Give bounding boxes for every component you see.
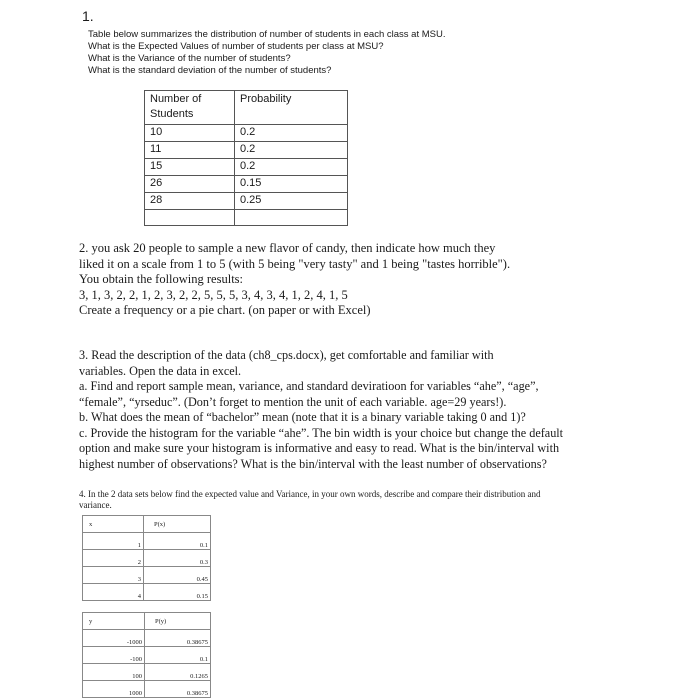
q3-part-a-line: “female”, “yrseduc”. (Don’t forget to mention the unit of each variable. age=29 years!).	[79, 394, 507, 409]
q2-results-line: 3, 1, 3, 2, 2, 1, 2, 3, 2, 2, 5, 5, 5, 3, 4, 3, 4, 1, 2, 4, 1, 5	[79, 287, 348, 302]
table-row	[83, 681, 211, 698]
students-cell: 15	[145, 159, 235, 176]
header-py: P(y)	[145, 613, 211, 630]
q3-part-a-line: a. Find and report sample mean, variance, and standard deviratioon for variables “ahe”, “age”,	[79, 379, 539, 393]
q3-part-c-line: highest number of observations? What is the bin/interval with the least number of observations?	[79, 456, 547, 471]
students-cell: 11	[145, 142, 235, 159]
students-cell: 10	[145, 125, 235, 142]
students-cell: 28	[145, 193, 235, 210]
table-row	[83, 533, 211, 550]
question-3	[79, 348, 563, 472]
px-value-cell: 0.3	[144, 550, 211, 567]
table-row	[83, 550, 211, 567]
y-value-cell: 100	[83, 664, 145, 681]
q1-variance-question: What is the Variance of the number of students?	[88, 53, 291, 64]
probability-cell: 0.25	[235, 193, 348, 210]
table-row	[145, 159, 348, 176]
probability-cell: 0.2	[235, 142, 348, 159]
x-value-cell: 2	[83, 550, 144, 567]
table-row	[83, 584, 211, 601]
py-value-cell: 0.1265	[145, 664, 211, 681]
students-distribution-table	[144, 90, 348, 226]
y-distribution-table	[82, 612, 211, 698]
q3-line: variables. Open the data in excel.	[79, 363, 242, 378]
probability-cell: 0.15	[235, 176, 348, 193]
q1-std-dev-question: What is the standard deviation of the number of students?	[88, 65, 332, 76]
py-value-cell: 0.38675	[145, 630, 211, 647]
table-row	[83, 647, 211, 664]
q1-intro-text: Table below summarizes the distribution of number of students in each class at MSU.	[88, 29, 446, 40]
q3-part-c-line: c. Provide the histogram for the variable “ahe”. The bin width is your choice but change the default	[79, 425, 564, 440]
header-y: y	[83, 613, 145, 630]
y-value-cell: -1000	[83, 630, 145, 647]
empty-cell	[235, 210, 348, 226]
q2-line: Create a frequency or a pie chart. (on paper or with Excel)	[79, 303, 371, 317]
q2-line: 2. you ask 20 people to sample a new flavor of candy, then indicate how much they	[79, 241, 496, 255]
question-2	[79, 241, 510, 319]
header-px: P(x)	[144, 516, 211, 533]
q3-part-b-line: b. What does the mean of “bachelor” mean (note that it is a binary variable taking 0 and 1)?	[79, 410, 526, 424]
q3-part-c-line: option and make sure your histogram is informative and easy to read. What is the bin/interval with	[79, 441, 560, 455]
header-probability: Probability	[235, 91, 348, 125]
table-header-row	[145, 91, 348, 125]
table-row	[83, 630, 211, 647]
header-x: x	[83, 516, 144, 533]
table-row	[145, 193, 348, 210]
py-value-cell: 0.38675	[145, 681, 211, 698]
q2-line: liked it on a scale from 1 to 5 (with 5 being "very tasty" and 1 being "tastes horrible").	[79, 256, 511, 271]
table-row	[83, 664, 211, 681]
table-header-row	[83, 516, 211, 533]
table-row	[145, 142, 348, 159]
table-row	[145, 125, 348, 142]
x-distribution-table	[82, 515, 211, 601]
students-cell: 26	[145, 176, 235, 193]
header-number-of-students: Number of Students	[145, 91, 235, 125]
q2-line: You obtain the following results:	[79, 272, 244, 286]
probability-cell: 0.2	[235, 125, 348, 142]
q4-line: variance.	[79, 500, 112, 510]
x-value-cell: 1	[83, 533, 144, 550]
q4-line: 4. In the 2 data sets below find the expected value and Variance, in your own words, describe and compare their distribution and	[79, 489, 541, 499]
probability-cell: 0.2	[235, 159, 348, 176]
question-4	[79, 489, 540, 511]
py-value-cell: 0.1	[145, 647, 211, 664]
x-value-cell: 3	[83, 567, 144, 584]
q1-expected-value-question: What is the Expected Values of number of students per class at MSU?	[88, 41, 384, 52]
empty-cell	[145, 210, 235, 226]
px-value-cell: 0.1	[144, 533, 211, 550]
table-empty-row	[145, 210, 348, 226]
table-header-row	[83, 613, 211, 630]
x-value-cell: 4	[83, 584, 144, 601]
y-value-cell: -100	[83, 647, 145, 664]
table-row	[83, 567, 211, 584]
px-value-cell: 0.45	[144, 567, 211, 584]
px-value-cell: 0.15	[144, 584, 211, 601]
question-1-number: 1.	[82, 8, 94, 24]
y-value-cell: 1000	[83, 681, 145, 698]
table-row	[145, 176, 348, 193]
q3-line: 3. Read the description of the data (ch8_cps.docx), get comfortable and familiar with	[79, 348, 494, 362]
